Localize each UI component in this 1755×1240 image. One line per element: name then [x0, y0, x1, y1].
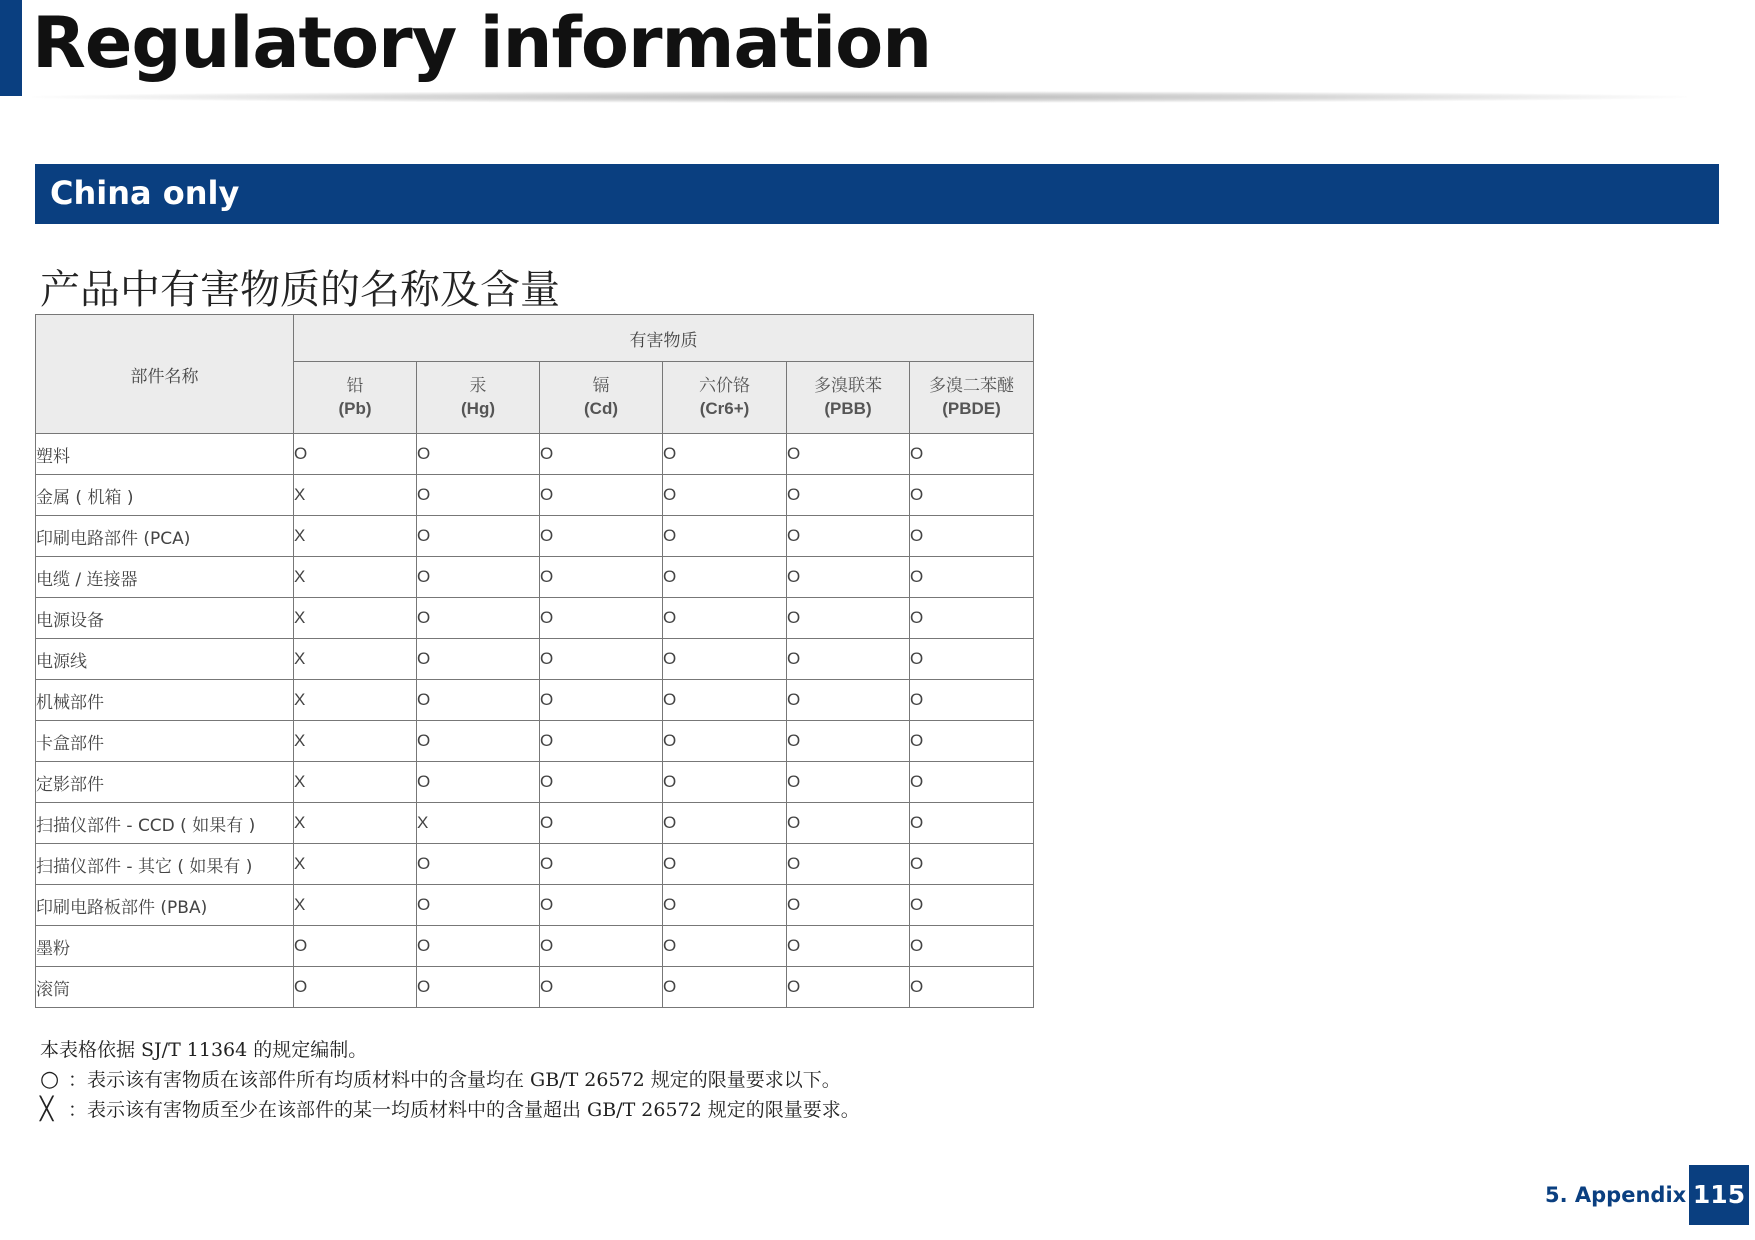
substance-status-cell: O	[787, 885, 910, 926]
part-name-cell: 定影部件	[36, 762, 294, 803]
table-row	[36, 639, 1034, 680]
substance-status-cell: O	[540, 598, 663, 639]
title-accent-bar	[0, 0, 22, 96]
substance-status-cell: O	[787, 475, 910, 516]
table-row	[36, 967, 1034, 1008]
table-row	[36, 598, 1034, 639]
table-row	[36, 680, 1034, 721]
substance-status-cell: X	[294, 803, 417, 844]
substance-status-cell: O	[294, 926, 417, 967]
table-row	[36, 844, 1034, 885]
substance-status-cell: O	[910, 762, 1034, 803]
table-row	[36, 516, 1034, 557]
substance-status-cell: O	[417, 639, 540, 680]
substance-status-cell: O	[417, 557, 540, 598]
substance-status-cell: X	[294, 721, 417, 762]
substance-status-cell: O	[910, 639, 1034, 680]
substance-name: 汞	[469, 376, 487, 397]
substance-status-cell: O	[417, 844, 540, 885]
hazardous-substance-table	[35, 314, 1034, 1008]
table-row	[36, 803, 1034, 844]
hazardous-substances-header: 有害物质	[294, 315, 1034, 362]
table-row	[36, 557, 1034, 598]
substance-name: 多溴二苯醚	[929, 376, 1014, 397]
substance-name: 镉	[592, 376, 610, 397]
substance-status-cell: O	[540, 967, 663, 1008]
part-name-cell: 滚筒	[36, 967, 294, 1008]
title-divider	[32, 91, 1687, 103]
substance-status-cell: O	[787, 967, 910, 1008]
substance-symbol: (Cd)	[584, 398, 618, 418]
substance-status-cell: O	[294, 434, 417, 475]
part-name-cell: 电源线	[36, 639, 294, 680]
substance-status-cell: O	[540, 680, 663, 721]
table-heading: 产品中有害物质的名称及含量	[40, 267, 560, 313]
substance-status-cell: O	[663, 516, 787, 557]
substance-status-cell: O	[910, 967, 1034, 1008]
substance-status-cell: O	[663, 844, 787, 885]
substance-status-cell: O	[910, 680, 1034, 721]
substance-name: 铅	[346, 376, 364, 397]
substance-status-cell: X	[417, 803, 540, 844]
substance-status-cell: O	[417, 967, 540, 1008]
substance-status-cell: O	[910, 803, 1034, 844]
substance-status-cell: O	[294, 967, 417, 1008]
substance-status-cell: O	[663, 434, 787, 475]
substance-status-cell: O	[663, 885, 787, 926]
substance-status-cell: O	[910, 434, 1034, 475]
substance-header	[417, 362, 540, 434]
substance-status-cell: X	[294, 680, 417, 721]
substance-symbol: (PBB)	[824, 398, 872, 418]
part-name-cell: 卡盒部件	[36, 721, 294, 762]
substance-status-cell: X	[294, 844, 417, 885]
table-row	[36, 475, 1034, 516]
substance-status-cell: O	[540, 434, 663, 475]
page-title: Regulatory information	[32, 2, 932, 84]
substance-status-cell: O	[663, 475, 787, 516]
substance-header	[663, 362, 787, 434]
substance-status-cell: X	[294, 557, 417, 598]
substance-status-cell: O	[540, 885, 663, 926]
table-row	[36, 434, 1034, 475]
substance-status-cell: O	[787, 557, 910, 598]
substance-status-cell: X	[294, 639, 417, 680]
substance-status-cell: O	[663, 967, 787, 1008]
substance-status-cell: O	[417, 885, 540, 926]
substance-status-cell: O	[663, 926, 787, 967]
note-o-text: ：表示该有害物质在该部件所有均质材料中的含量均在 GB/T 26572 规定的限量要求以下。	[68, 1069, 841, 1091]
substance-status-cell: O	[910, 516, 1034, 557]
substance-status-cell: X	[294, 885, 417, 926]
substance-status-cell: O	[910, 475, 1034, 516]
substance-status-cell: O	[417, 598, 540, 639]
substance-status-cell: O	[540, 721, 663, 762]
circle-icon: ○	[40, 1067, 60, 1092]
substance-header	[787, 362, 910, 434]
substance-status-cell: O	[417, 475, 540, 516]
table-row	[36, 762, 1034, 803]
substance-symbol: (Hg)	[461, 398, 495, 418]
substance-status-cell: O	[787, 721, 910, 762]
substance-status-cell: O	[417, 434, 540, 475]
substance-status-cell: O	[787, 803, 910, 844]
substance-header	[540, 362, 663, 434]
note-basis: 本表格依据 SJ/T 11364 的规定编制。	[40, 1039, 368, 1061]
substance-status-cell: O	[417, 516, 540, 557]
substance-header	[294, 362, 417, 434]
substance-status-cell: O	[787, 598, 910, 639]
note-o-legend	[40, 1065, 860, 1095]
substance-status-cell: O	[540, 926, 663, 967]
substance-status-cell: O	[540, 844, 663, 885]
substance-status-cell: O	[787, 844, 910, 885]
substance-status-cell: O	[417, 680, 540, 721]
part-name-cell: 金属 ( 机箱 )	[36, 475, 294, 516]
substance-symbol: (Pb)	[338, 398, 372, 418]
substance-status-cell: O	[540, 639, 663, 680]
substance-symbol: (PBDE)	[942, 398, 1001, 418]
substance-status-cell: O	[417, 926, 540, 967]
part-name-cell: 机械部件	[36, 680, 294, 721]
substance-status-cell: O	[787, 434, 910, 475]
substance-symbol: (Cr6+)	[699, 398, 750, 418]
section-title: China only	[50, 174, 240, 212]
table-row	[36, 721, 1034, 762]
substance-status-cell: O	[417, 721, 540, 762]
part-name-cell: 印刷电路部件 (PCA)	[36, 516, 294, 557]
substance-status-cell: O	[540, 803, 663, 844]
substance-status-cell: O	[540, 762, 663, 803]
part-name-cell: 墨粉	[36, 926, 294, 967]
substance-status-cell: O	[540, 557, 663, 598]
cross-icon: ╳	[40, 1097, 54, 1122]
substance-status-cell: O	[910, 844, 1034, 885]
section-header	[35, 164, 1719, 224]
page-number: 115	[1689, 1165, 1749, 1225]
substance-status-cell: O	[787, 639, 910, 680]
substance-status-cell: O	[663, 721, 787, 762]
substance-status-cell: X	[294, 598, 417, 639]
table-notes	[40, 1036, 860, 1125]
substance-name: 六价铬	[699, 376, 750, 397]
part-name-cell: 印刷电路板部件 (PBA)	[36, 885, 294, 926]
footer-section-label: 5. Appendix	[1545, 1183, 1687, 1207]
substance-status-cell: O	[663, 557, 787, 598]
substance-status-cell: O	[663, 680, 787, 721]
substance-status-cell: O	[787, 516, 910, 557]
substance-status-cell: O	[910, 557, 1034, 598]
substance-status-cell: O	[910, 721, 1034, 762]
substance-status-cell: O	[910, 885, 1034, 926]
substance-header	[910, 362, 1034, 434]
part-name-cell: 塑料	[36, 434, 294, 475]
substance-status-cell: X	[294, 762, 417, 803]
substance-status-cell: O	[540, 516, 663, 557]
part-name-cell: 电源设备	[36, 598, 294, 639]
substance-status-cell: O	[787, 762, 910, 803]
note-x-text: ：表示该有害物质至少在该部件的某一均质材料中的含量超出 GB/T 26572 规定的限量要求。	[68, 1099, 860, 1121]
substance-status-cell: O	[663, 803, 787, 844]
part-name-header: 部件名称	[36, 315, 294, 434]
substance-status-cell: X	[294, 516, 417, 557]
substance-status-cell: O	[417, 762, 540, 803]
substance-status-cell: O	[663, 762, 787, 803]
substance-name: 多溴联苯	[814, 376, 882, 397]
part-name-cell: 扫描仪部件 - 其它 ( 如果有 )	[36, 844, 294, 885]
substance-status-cell: O	[910, 598, 1034, 639]
substance-status-cell: O	[787, 680, 910, 721]
substance-status-cell: O	[787, 926, 910, 967]
part-name-cell: 扫描仪部件 - CCD ( 如果有 )	[36, 803, 294, 844]
substance-status-cell: O	[663, 639, 787, 680]
table-row	[36, 926, 1034, 967]
substance-status-cell: O	[910, 926, 1034, 967]
note-x-legend	[40, 1095, 860, 1125]
substance-status-cell: X	[294, 475, 417, 516]
substance-status-cell: O	[540, 475, 663, 516]
substance-status-cell: O	[663, 598, 787, 639]
part-name-cell: 电缆 / 连接器	[36, 557, 294, 598]
table-row	[36, 885, 1034, 926]
